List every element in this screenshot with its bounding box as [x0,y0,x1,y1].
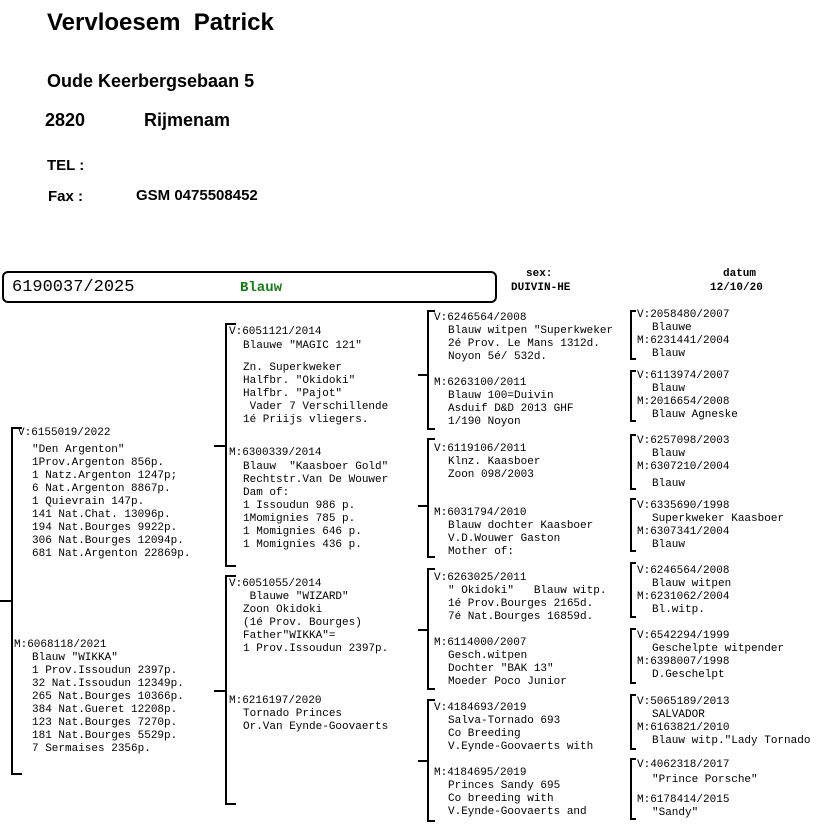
mother-line: 384 Nat.Gueret 12208p. [32,704,178,716]
detail-line: Zoon Okidoki [243,604,323,616]
gen3-entry-8 [434,767,587,819]
ring: 6300339/2014 [242,447,322,459]
prefix: V: [637,309,651,321]
prefix: M: [637,794,651,806]
gen4-entry-16 [637,794,729,820]
gen3-bracket-end [427,438,435,440]
gen2-entry-2-details [243,461,388,552]
gen4-bracket-vertical [630,498,632,552]
fax-label: Fax : [48,188,84,205]
gen3-entry-4 [434,507,593,559]
ring: 6231062/2004 [650,591,730,603]
ring: 4062318/2017 [650,759,730,771]
gen4-bracket-end [630,818,636,820]
gen2-bracket-bottom-a [225,575,236,577]
ring: 6178414/2015 [650,794,730,806]
gen3-connector [418,760,427,762]
gen4-bracket-vertical [630,370,632,422]
gen2-bracket-vertical-top [225,323,227,567]
ring: 6031794/2010 [447,507,527,519]
gen1-father [18,427,110,440]
ring: 6051121/2014 [242,326,322,338]
ring: 6307341/2004 [650,526,730,538]
detail-line: Blauwe [652,322,692,334]
detail-line: Blauw [652,383,686,395]
detail-line: 1 Prov.Issoudun 2397p. [243,643,389,655]
ring: 5065189/2013 [650,696,730,708]
prefix: M: [229,695,243,707]
ring: 6263025/2011 [447,572,527,584]
detail-line: Salva-Tornado 693 [448,715,561,727]
gen3-entry-3 [434,443,540,482]
ring: 6398007/1998 [650,656,730,668]
ring: 6051055/2014 [242,578,322,590]
prefix: M: [637,722,651,734]
prefix: V: [434,443,448,455]
gen1-father-details [32,444,190,561]
ring: 6263100/2011 [447,377,527,389]
owner-postal-code: 2820 [45,110,86,130]
father-prefix: V: [18,427,32,439]
prefix: M: [229,447,243,459]
prefix: M: [637,396,651,408]
gen4-entry-3 [637,370,729,396]
gen4-entry-4 [637,396,738,422]
gen4-entry-8 [637,526,729,552]
gen4-bracket-end [630,420,636,422]
gen4-bracket-end [630,358,636,360]
gen4-entry-11 [637,630,784,656]
gsm-number: GSM 0475508452 [136,187,258,204]
gen1-mother-details [32,652,184,756]
gen3-bracket-end [427,568,435,570]
gen3-connector [418,374,427,376]
gen4-bracket-end [630,748,636,750]
detail-line: V.Eynde-Goovaerts and [448,806,587,818]
gen3-entry-7 [434,702,593,754]
detail-line [243,353,388,362]
detail-line: Blauw witp."Lady Tornado [652,735,811,747]
detail-line: SALVADOR [652,709,705,721]
detail-line: Noyon 5é/ 532d. [448,351,548,363]
detail-line: Blauw dochter Kaasboer [448,520,594,532]
gen4-entry-15 [637,759,758,787]
father-line: 1Prov.Argenton 856p. [32,457,165,469]
gen4-bracket-end [630,682,636,684]
ring: 6246564/2008 [650,565,730,577]
detail-line: Princes Sandy 695 [448,780,561,792]
date-label: datum [723,268,757,280]
gen4-bracket-vertical [630,628,632,684]
detail-line: Blauw [652,348,686,360]
detail-line: Blauw witpen "Superkweker [448,325,614,337]
detail-line: Blauw "Kaasboer Gold" [243,461,389,473]
gen2-entry-2 [229,447,321,460]
detail-line: " Okidoki" Blauw witp. [448,585,607,597]
gen1-mother [14,639,106,652]
prefix: M: [637,335,651,347]
gen4-entry-14 [637,722,810,748]
bird-color: Blauw [240,280,283,296]
gen4-entry-10 [637,591,729,617]
gen4-bracket-vertical [630,434,632,490]
gen3-entry-1 [434,312,613,364]
detail-line: Dam of: [243,487,290,499]
root-connector [0,600,11,602]
father-line: "Den Argenton" [32,444,125,456]
gen3-entry-2 [434,377,573,429]
ring: 6216197/2020 [242,695,322,707]
gen3-entry-5 [434,572,606,624]
gen2-entry-3-details [243,591,388,656]
detail-line: V.D.Wouwer Gaston [448,533,561,545]
gen1-bracket-bottom [11,773,22,775]
detail-line: 1é Priijs vliegers. [243,414,369,426]
gen4-bracket-vertical [630,694,632,750]
mother-ring: 6068118/2021 [27,639,107,651]
ring: 6231441/2004 [650,335,730,347]
gen1-bracket-vertical [11,427,13,775]
detail-line: V.Eynde-Goovaerts with [448,741,594,753]
detail-line: Blauw witpen [652,578,732,590]
gen4-bracket-vertical [630,758,632,820]
detail-line: Mother of: [448,546,515,558]
detail-line: 1 Issoudun 986 p. [243,500,356,512]
gen2-entry-1 [229,326,321,339]
prefix: V: [637,500,651,512]
gen4-entry-5 [637,435,729,461]
detail-line: 1 Momignies 436 p. [243,539,362,551]
gen3-connector [418,629,427,631]
gen2-bracket-top-b [225,565,236,567]
detail-line: Asduif D&D 2013 GHF [448,403,574,415]
detail-line: "Sandy" [652,807,699,819]
ring: 6257098/2003 [650,435,730,447]
detail-line: Blauw 100=Duivin [448,390,554,402]
prefix: M: [434,507,448,519]
gen4-bracket-end [630,616,636,618]
gen3-bracket-end [427,820,435,822]
prefix: M: [434,637,448,649]
detail-line: Tornado Princes [243,708,343,720]
ring: 6119106/2011 [447,443,527,455]
father-line: 1 Quievrain 147p. [32,496,145,508]
prefix: V: [637,630,651,642]
gen4-entry-6 [637,461,729,491]
owner-name: Vervloesem Patrick [47,9,274,36]
gen2-entry-3 [229,578,321,591]
ring: 6335690/1998 [650,500,730,512]
gen3-bracket-vertical [427,310,429,430]
father-line: 306 Nat.Bourges 12094p. [32,535,184,547]
gen3-entry-6 [434,637,567,689]
detail-line: 1 Momignies 646 p. [243,526,362,538]
prefix: V: [637,435,651,447]
detail-line: Zoon 098/2003 [448,469,534,481]
tel-label: TEL : [47,157,85,174]
gen4-bracket-vertical [630,562,632,618]
detail-line: Halfbr. "Okidoki" [243,375,356,387]
detail-line: Blauwe "MAGIC 121" [243,340,362,352]
gen4-bracket-end [630,310,636,312]
ring: 6163821/2010 [650,722,730,734]
prefix: V: [637,565,651,577]
ring: 2016654/2008 [650,396,730,408]
gen4-bracket-end [630,488,636,490]
mother-prefix: M: [14,639,28,651]
gen4-entry-1 [637,309,729,335]
detail-line: 1Momignies 785 p. [243,513,356,525]
prefix: M: [434,767,448,779]
prefix: M: [637,461,651,473]
bird-ring: 6190037/2025 [12,278,135,297]
ring: 6246564/2008 [447,312,527,324]
gen4-bracket-end [630,758,636,760]
father-ring: 6155019/2022 [31,427,111,439]
gen4-bracket-end [630,370,636,372]
gen4-bracket-end [630,498,636,500]
detail-line: (1é Prov. Bourges) [243,617,362,629]
detail-line: Gesch.witpen [448,650,528,662]
detail-line: 1/190 Noyon [448,416,521,428]
detail-line: 7é Nat.Bourges 16859d. [448,611,594,623]
detail-line: Co breeding with [448,793,554,805]
gen2-connector-top [214,445,225,447]
father-line: 1 Natz.Argenton 1247p; [32,470,178,482]
prefix: V: [229,326,243,338]
gen2-entry-1-details [243,340,388,427]
mother-line: 265 Nat.Bourges 10366p. [32,691,184,703]
gen4-entry-12 [637,656,729,682]
detail-line: Superkweker Kaasboer [652,513,785,525]
prefix: V: [637,696,651,708]
prefix: M: [434,377,448,389]
detail-line: Dochter "BAK 13" [448,663,554,675]
gen4-entry-9 [637,565,731,591]
gen3-connector [418,505,427,507]
ring: 4184693/2019 [447,702,527,714]
prefix: M: [637,591,651,603]
ring: 6307210/2004 [650,461,730,473]
detail-line: Blauwe "WIZARD" [243,591,349,603]
father-line: 194 Nat.Bourges 9922p. [32,522,178,534]
mother-line: 1 Prov.Issoudun 2397p. [32,665,178,677]
prefix: V: [434,702,448,714]
detail-line: Blauw Agneske [652,409,738,421]
detail-line: Vader 7 Verschillende [243,401,389,413]
ring: 6542294/1999 [650,630,730,642]
mother-line: 7 Sermaises 2356p. [32,743,151,755]
ring: 2058480/2007 [650,309,730,321]
detail-line: Rechtstr.Van De Wouwer [243,474,389,486]
gen4-bracket-end [630,694,636,696]
prefix: V: [434,312,448,324]
detail-line: Father"WIKKA"= [243,630,336,642]
gen3-bracket-vertical [427,699,429,822]
detail-line: Geschelpte witpender [652,643,785,655]
prefix: M: [637,526,651,538]
detail-line: D.Geschelpt [652,669,725,681]
detail-line: Blauw [652,448,686,460]
ring: 6113974/2007 [650,370,730,382]
father-line: 6 Nat.Argenton 8867p. [32,483,171,495]
gen4-bracket-end [630,550,636,552]
detail-line: Moeder Poco Junior [448,676,567,688]
gen4-entry-2 [637,335,729,361]
date-value: 12/10/20 [710,282,763,294]
gen4-bracket-end [630,628,636,630]
prefix: V: [229,578,243,590]
gen2-connector-bottom [214,690,225,692]
prefix: V: [637,370,651,382]
detail-line: Klnz. Kaasboer [448,456,541,468]
detail-line: 1é Prov.Bourges 2165d. [448,598,594,610]
mother-line: 123 Nat.Bourges 7270p. [32,717,178,729]
ring: 4184695/2019 [447,767,527,779]
mother-line: Blauw "WIKKA" [32,652,118,664]
gen4-bracket-vertical [630,310,632,360]
detail-line: Blauw [652,478,686,490]
detail-line: Blauw [652,539,686,551]
gen2-entry-4-details [243,708,388,734]
gen3-bracket-end [427,699,435,701]
gen4-bracket-end [630,562,636,564]
gen2-bracket-bottom-b [225,803,236,805]
gen3-bracket-vertical [427,438,429,558]
gen3-bracket-vertical [427,568,429,690]
prefix: V: [434,572,448,584]
gen2-entry-4 [229,695,321,708]
detail-line: 2é Prov. Le Mans 1312d. [448,338,600,350]
ring: 6114000/2007 [447,637,527,649]
prefix: M: [637,656,651,668]
detail-line: Co Breeding [448,728,521,740]
mother-line: 181 Nat.Bourges 5529p. [32,730,178,742]
father-line: 681 Nat.Argenton 22869p. [32,548,191,560]
sex-value: DUIVIN-HE [511,282,571,294]
gen4-bracket-end [630,434,636,436]
detail-line: "Prince Porsche" [652,774,758,786]
detail-line: Bl.witp. [652,604,705,616]
gen4-entry-7 [637,500,784,526]
sex-label: sex: [526,268,553,280]
gen4-entry-13 [637,696,729,722]
father-line: 141 Nat.Chat. 13096p. [32,509,171,521]
detail-line: Or.Van Eynde-Goovaerts [243,721,389,733]
detail-line: Zn. Superkweker [243,362,343,374]
prefix: V: [637,759,651,771]
gen2-bracket-vertical-bottom [225,575,227,805]
owner-city: Rijmenam [144,110,231,130]
gen2-bracket-top-a [225,323,236,325]
owner-street: Oude Keerbergsebaan 5 [47,71,255,91]
detail-line: Halfbr. "Pajot" [243,388,343,400]
mother-line: 32 Nat.Issoudun 12349p. [32,678,184,690]
